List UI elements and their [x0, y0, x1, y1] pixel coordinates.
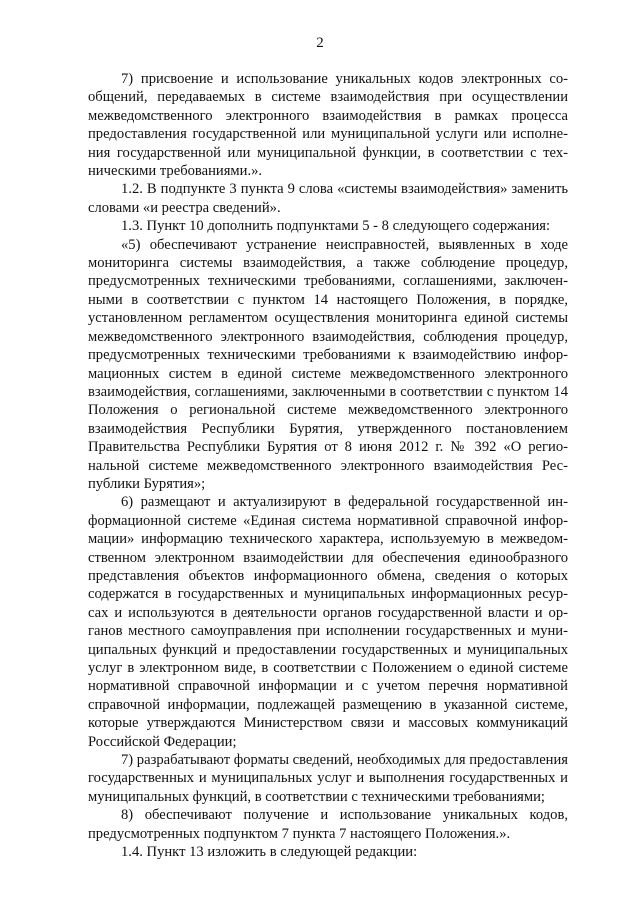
paragraph-item-5: «5) обеспечивают устранение неисправностей, выявленных в ходе мониторинга системы взаимодействия, а также соблюдение процедур, предусмотренных техническими требованиями, соглашениями, заключенными в соответствии с пунктом 14 настоящего Положения, в порядке, установленном регламентом осуществления мониторинга единой системы межведомственного электронного взаимодействия, соблюдения процедур, предусмотренных техническими требованиями к взаимодействию информационных систем в единой системе межведомственного электронного взаимодействия, соглашениями, заключенными в соответствии с пунктом 14 Положения о региональной системе межведомственного электронного взаимодействия Республики Бурятия, утвержденного постановлением Правительства Республики Бурятия от 8 июня 2012 г. № 392 «О региональной системе межведомственного электронного взаимодействия Республики Бурятия»; — [88, 236, 568, 492]
paragraph-1-4: 1.4. Пункт 13 изложить в следующей редакции: — [121, 844, 418, 861]
paragraph-1-3: 1.3. Пункт 10 дополнить подпунктами 5 - 8 следующего содержания: — [121, 218, 551, 235]
paragraph-item-6: 6) размещают и актуализируют в федеральной государственной информационной системе «Единая система нормативной справочной информации» информацию технического характера, используемую в межведомственном электронном взаимодействии для обеспечения единообразного представления объектов информационного обмена, сведения о которых содержатся в государственных и муниципальных информационных ресурсах и используются в деятельности органов государственной власти и органов местного самоуправления при исполнении государственных и муниципальных функций и предоставлении государственных и муниципальных услуг в электронном виде, в соответствии с Положением о единой системе нормативной справочной информации и с учетом перечня нормативной справочной информации, подлежащей размещению в указанной системе, которые утверждаются Министерством связи и массовых коммуникаций Российской Федерации; — [88, 494, 568, 750]
document-body — [88, 70, 568, 861]
paragraph-item-7-codes: 7) присвоение и использование уникальных кодов электронных сообщений, передаваемых в системе взаимодействия при осуществлении межведомственного электронного взаимодействия в рамках процесса предоставления государственной или муниципальной услуги или исполнения государственной или муниципальной функции, в соответствии с техническими требованиями.». — [88, 71, 568, 180]
paragraph-item-8: 8) обеспечивают получение и использование уникальных кодов, предусмотренных подпунктом 7 пункта 7 настоящего Положения.». — [88, 807, 568, 842]
paragraph-1-2: 1.2. В подпункте 3 пункта 9 слова «системы взаимодействия» заменить словами «и реестра сведений». — [88, 181, 568, 216]
page-number: 2 — [316, 35, 324, 51]
paragraph-item-7-formats: 7) разрабатывают форматы сведений, необходимых для предоставления государственных и муниципальных услуг и выполнения государственных и муниципальных функций, в соответствии с техническими требованиями; — [88, 752, 568, 805]
